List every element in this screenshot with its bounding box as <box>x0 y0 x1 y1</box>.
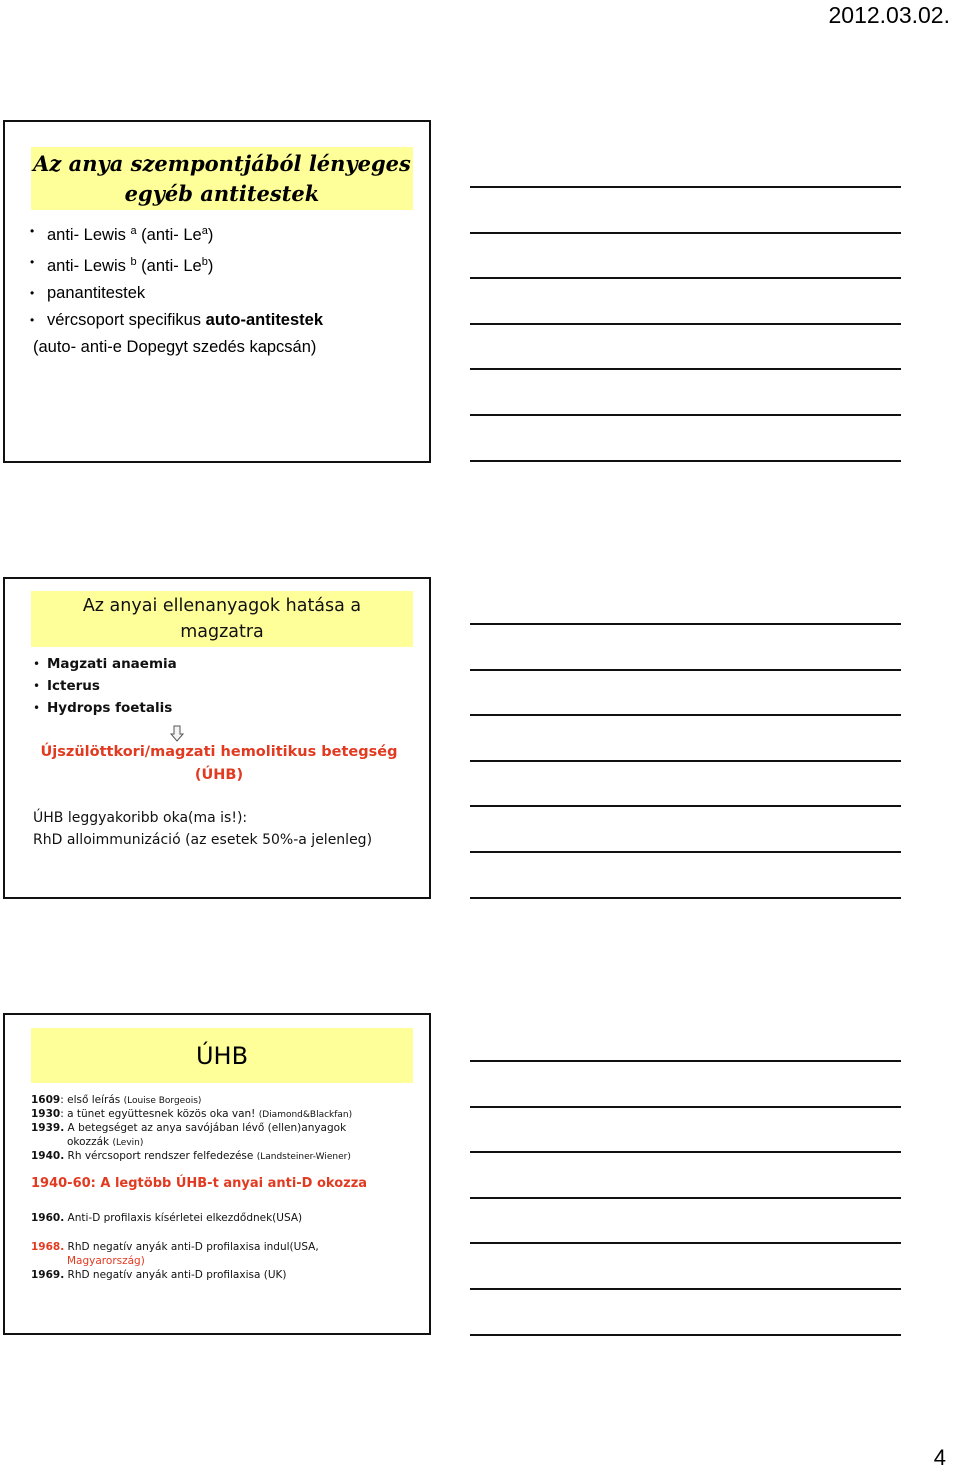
bullet-text: Icterus <box>47 678 100 694</box>
timeline-year: 1968. <box>31 1241 65 1253</box>
bullet-icon: • <box>33 701 41 715</box>
note-line <box>470 851 901 853</box>
timeline-source: (Levin) <box>112 1138 144 1148</box>
timeline-year: 1939. <box>31 1122 65 1134</box>
note-line <box>470 805 901 807</box>
slide-2-title-line-1: Az anyai ellenanyagok hatása a <box>82 596 362 616</box>
slide-2-red-line-1: Újszülöttkori/magzati hemolitikus betegség <box>40 744 398 760</box>
timeline-text: RhD negatív anyák anti-D profilaxisa indul(USA, <box>64 1241 319 1253</box>
page-date: 2012.03.02. <box>828 2 950 28</box>
note-line <box>470 669 901 671</box>
bullet-text-bold: auto-antitestek <box>205 311 324 329</box>
bullet-icon: • <box>33 679 41 693</box>
bullet-icon: • <box>30 286 35 300</box>
note-line <box>470 1060 901 1062</box>
bullet-text: anti- Lewis <box>47 257 131 275</box>
timeline-row <box>31 1149 351 1165</box>
bullet-text: (anti- Le <box>136 257 202 275</box>
timeline-year: 1960. <box>31 1212 65 1224</box>
bullet-text: Magzati anaemia <box>47 656 177 672</box>
bullet-item-auto-antitestek <box>27 307 323 334</box>
timeline-source: (Diamond&Blackfan) <box>258 1110 353 1120</box>
note-line <box>470 623 901 625</box>
note-line <box>470 323 901 325</box>
superscript: a <box>130 225 137 237</box>
note-line <box>470 1242 901 1244</box>
bullet-item-anti-lewis-b <box>27 249 323 280</box>
note-line <box>470 460 901 462</box>
slide-1 <box>3 120 431 463</box>
bullet-text: panantitestek <box>47 284 146 302</box>
slide-2 <box>3 577 431 899</box>
slide-1-title-line-2: egyéb antitestek <box>124 180 320 206</box>
note-line <box>470 277 901 279</box>
slide-2-text-block <box>33 807 372 851</box>
bullet-item <box>31 653 177 675</box>
slide-1-bullet-list <box>27 218 323 361</box>
slide-1-title-line-1: Az anya szempontjából lényeges <box>33 150 411 176</box>
slide-3-title-box <box>31 1028 413 1083</box>
superscript: b <box>201 256 208 268</box>
slide-2-title-line-2: magzatra <box>180 622 264 642</box>
note-line <box>470 1334 901 1336</box>
down-arrow-icon <box>170 725 184 742</box>
slide-1-title-box <box>31 147 413 210</box>
bullet-text: (anti- Le <box>136 226 202 244</box>
bullet-text: vércsoport specifikus <box>47 311 206 329</box>
timeline-source: (Landsteiner-Wiener) <box>256 1152 351 1162</box>
timeline-year: 1609 <box>31 1094 61 1106</box>
note-line <box>470 368 901 370</box>
bullet-icon: • <box>33 657 41 671</box>
superscript: a <box>201 225 208 237</box>
slide-2-title-box <box>31 591 413 647</box>
bullet-text: Hydrops foetalis <box>47 700 173 716</box>
page-number: 4 <box>933 1445 946 1470</box>
timeline-row <box>31 1211 302 1226</box>
bullet-text: ) <box>207 226 214 244</box>
timeline-text: A betegséget az anya savójában lévő (ellen)anyagok <box>64 1122 347 1134</box>
timeline-source: (Louise Borgeois) <box>123 1096 202 1106</box>
slide-2-text-line-2: RhD alloimmunizáció (az esetek 50%-a jelenleg) <box>33 832 373 848</box>
slide-2-red-line-2: (ÚHB) <box>194 767 244 783</box>
slide-2-text-line-1: ÚHB leggyakoribb oka(ma is!): <box>33 810 248 826</box>
bullet-text: (auto- anti-e Dopegyt szedés kapcsán) <box>33 338 317 356</box>
note-line <box>470 232 901 234</box>
note-line <box>470 414 901 416</box>
bullet-item-panantitestek <box>27 280 323 307</box>
note-line <box>470 1151 901 1153</box>
timeline-text: RhD negatív anyák anti-D profilaxisa (UK) <box>64 1269 287 1281</box>
timeline-row <box>31 1240 319 1255</box>
timeline-year: 1930 <box>31 1108 61 1120</box>
bullet-icon: • <box>30 313 35 327</box>
slide-2-bullet-list <box>31 653 177 719</box>
note-line <box>470 1197 901 1199</box>
note-line <box>470 186 901 188</box>
note-line <box>470 714 901 716</box>
timeline-text: : első leírás <box>60 1094 124 1106</box>
bullet-item <box>31 675 177 697</box>
timeline-row <box>31 1268 287 1283</box>
bullet-text: anti- Lewis <box>47 226 131 244</box>
timeline-text: Rh vércsoport rendszer felfedezése <box>64 1150 257 1162</box>
timeline-highlight: 1940-60: A legtöbb ÚHB-t anyai anti-D okozza <box>31 1176 368 1191</box>
bullet-item <box>31 697 177 719</box>
note-line <box>470 1106 901 1108</box>
timeline-row <box>31 1121 346 1136</box>
timeline-year: 1969. <box>31 1269 65 1281</box>
note-line <box>470 1288 901 1290</box>
slide-3 <box>3 1013 431 1335</box>
note-line <box>470 897 901 899</box>
timeline-text: okozzák <box>67 1136 113 1148</box>
bullet-icon: • <box>30 224 35 238</box>
bullet-icon: • <box>30 255 35 269</box>
timeline-text: Anti-D profilaxis kísérletei elkezdődnek(USA) <box>64 1212 303 1224</box>
bullet-item-anti-lewis-a <box>27 218 323 249</box>
timeline-year: 1940. <box>31 1150 65 1162</box>
superscript: b <box>130 256 137 268</box>
bullet-text: ) <box>207 257 214 275</box>
timeline-text: : a tünet együttesnek közös oka van! <box>60 1108 259 1120</box>
bullet-item-continuation <box>27 334 323 361</box>
slide-3-title: ÚHB <box>195 1041 249 1070</box>
timeline-row-continuation: Magyarország) <box>67 1255 145 1267</box>
note-line <box>470 760 901 762</box>
